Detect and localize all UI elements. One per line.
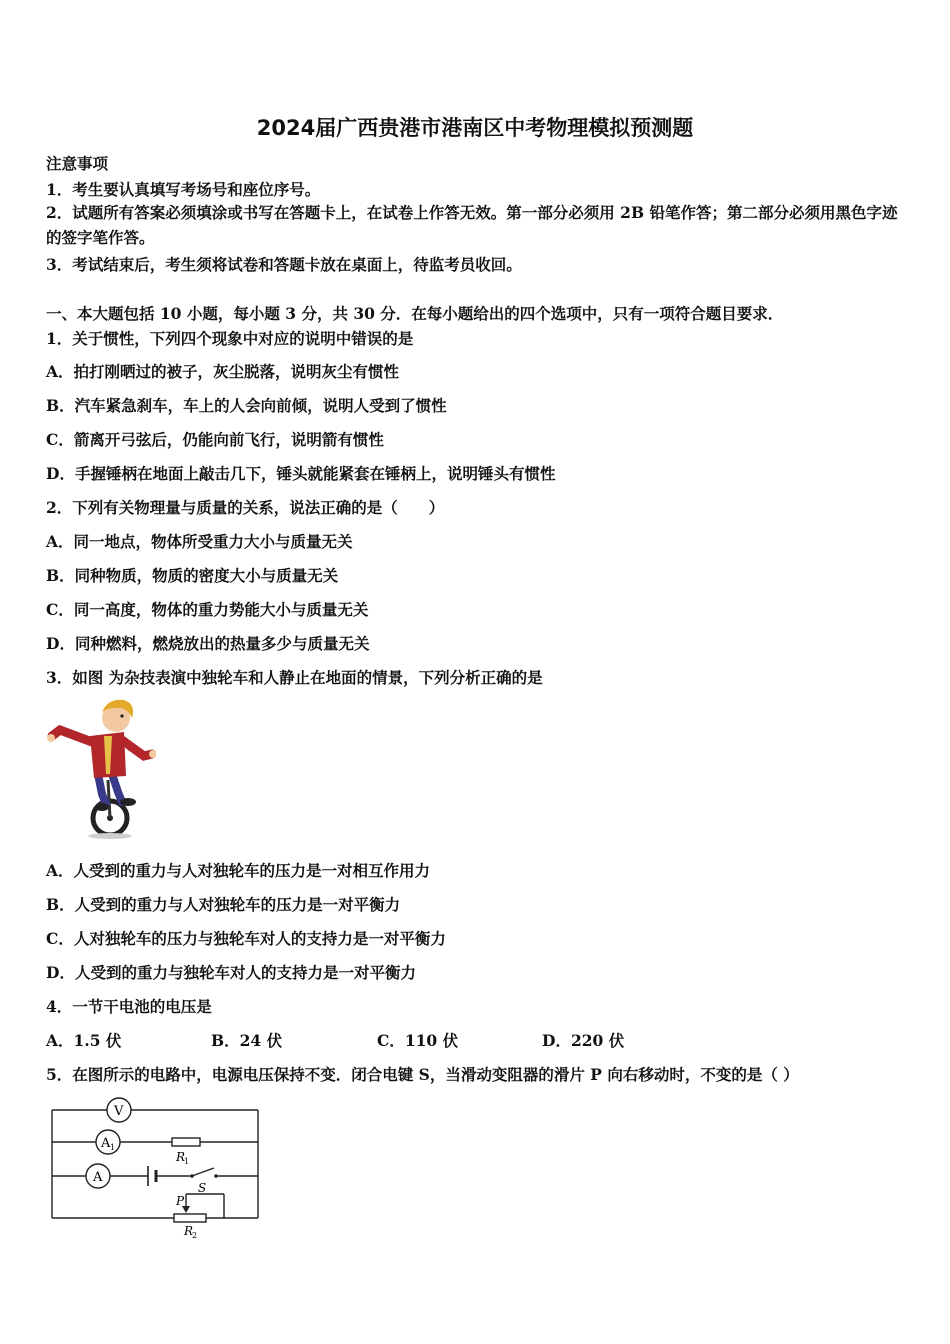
slider-label: P xyxy=(176,1194,185,1208)
circuit-diagram xyxy=(46,1094,266,1244)
right-shoe xyxy=(120,798,136,806)
switch-contact xyxy=(214,1174,218,1178)
notice-heading: 注意事项 xyxy=(46,154,109,173)
left-arm xyxy=(52,730,92,742)
q4-option-d: D．220 伏 xyxy=(542,1031,625,1050)
eye xyxy=(120,714,123,717)
q3-option-b: B．人受到的重力与人对独轮车的压力是一对平衡力 xyxy=(46,895,401,914)
notice-item-2: 2．试题所有答案必须填涂或书写在答题卡上，在试卷上作答无效。第一部分必须用 2B 铅笔作答；第二部分必须用黑色字迹的签字笔作答。 xyxy=(46,203,898,247)
voltmeter-label: V xyxy=(114,1104,124,1119)
left-leg xyxy=(98,774,106,804)
switch-blade xyxy=(192,1168,214,1176)
q1-option-c: C．箭离开弓弦后，仍能向前飞行，说明箭有惯性 xyxy=(46,430,384,449)
q1-option-d: D．手握锤柄在地面上敲击几下，锤头就能紧套在锤柄上，说明锤头有惯性 xyxy=(46,464,556,483)
q2-option-d: D．同种燃料，燃烧放出的热量多少与质量无关 xyxy=(46,634,370,653)
right-arm xyxy=(122,740,152,756)
ammeter-a1-label: A xyxy=(101,1136,111,1151)
r1-label: R xyxy=(176,1150,186,1164)
shadow xyxy=(88,833,132,839)
q4-option-b: B．24 伏 xyxy=(211,1031,283,1050)
r2-subscript: 2 xyxy=(192,1231,198,1240)
q4-option-c: C．110 伏 xyxy=(377,1031,459,1050)
circuit-svg xyxy=(46,1094,266,1244)
q3-option-d: D．人受到的重力与独轮车对人的支持力是一对平衡力 xyxy=(46,963,416,982)
q1-option-b: B．汽车紧急刹车，车上的人会向前倾，说明人受到了惯性 xyxy=(46,396,447,415)
ammeter-a1-subscript: 1 xyxy=(110,1143,116,1152)
q4-option-a: A．1.5 伏 xyxy=(46,1031,122,1050)
q1-stem: 1．关于惯性，下列四个现象中对应的说明中错误的是 xyxy=(46,329,414,348)
q5-stem: 5．在图所示的电路中，电源电压保持不变．闭合电键 S，当滑动变阻器的滑片 P 向右移动时，不变的是（ ） xyxy=(46,1065,799,1084)
section-heading: 一、本大题包括 10 小题，每小题 3 分，共 30 分．在每小题给出的四个选项中，只有一项符合题目要求． xyxy=(46,304,784,323)
r1-resistor xyxy=(172,1138,200,1146)
r2-label: R xyxy=(184,1224,194,1238)
q4-stem: 4．一节干电池的电压是 xyxy=(46,997,212,1016)
r1-subscript: 1 xyxy=(184,1157,190,1166)
unicycle-illustration xyxy=(46,696,156,841)
right-leg xyxy=(112,774,122,802)
q2-stem: 2．下列有关物理量与质量的关系，说法正确的是（ ） xyxy=(46,498,445,517)
notice-item-1: 1．考生要认真填写考场号和座位序号。 xyxy=(46,180,321,199)
q3-stem: 3．如图 为杂技表演中独轮车和人静止在地面的情景，下列分析正确的是 xyxy=(46,668,543,687)
page-title: 2024届广西贵港市港南区中考物理模拟预测题 xyxy=(256,116,694,140)
left-shoe xyxy=(95,803,109,811)
ammeter-a-label: A xyxy=(93,1170,103,1185)
switch-label: S xyxy=(198,1181,207,1195)
q2-option-c: C．同一高度，物体的重力势能大小与质量无关 xyxy=(46,600,369,619)
q3-option-c: C．人对独轮车的压力与独轮车对人的支持力是一对平衡力 xyxy=(46,929,446,948)
switch-contact xyxy=(190,1174,194,1178)
q2-option-b: B．同种物质，物质的密度大小与质量无关 xyxy=(46,566,339,585)
left-hand xyxy=(47,734,55,742)
q2-option-a: A．同一地点，物体所受重力大小与质量无关 xyxy=(46,532,353,551)
q3-option-a: A．人受到的重力与人对独轮车的压力是一对相互作用力 xyxy=(46,861,431,880)
q1-option-a: A．拍打刚晒过的被子，灰尘脱落，说明灰尘有惯性 xyxy=(46,362,400,381)
r2-resistor xyxy=(174,1214,206,1222)
unicycle-figure xyxy=(46,696,156,841)
notice-item-3: 3．考试结束后，考生须将试卷和答题卡放在桌面上，待监考员收回。 xyxy=(46,255,522,274)
